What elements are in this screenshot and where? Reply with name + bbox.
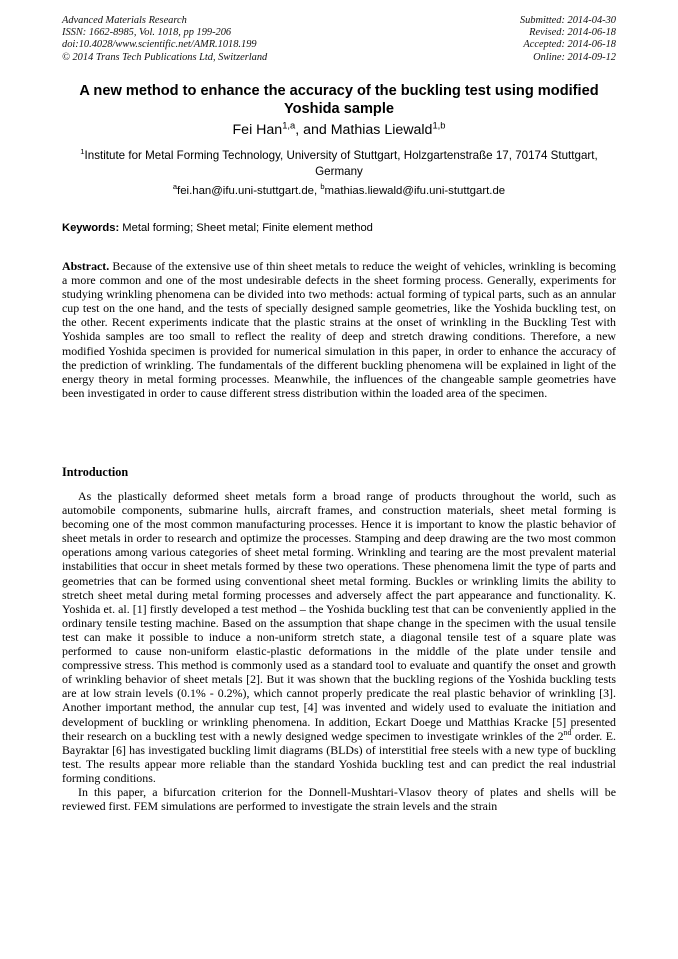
copyright-line: © 2014 Trans Tech Publications Ltd, Switzerland <box>62 51 268 63</box>
abstract-label: Abstract. <box>62 259 110 273</box>
keywords-label: Keywords: <box>62 222 120 234</box>
publication-dates <box>520 15 616 64</box>
paragraph <box>62 489 616 785</box>
author-separator: , and <box>295 122 331 138</box>
introduction-body <box>62 489 616 813</box>
paper-title: A new method to enhance the accuracy of the buckling test using modified Yoshida sample <box>79 83 599 117</box>
doi-line: doi:10.4028/www.scientific.net/AMR.1018.199 <box>62 39 257 51</box>
author-emails <box>60 183 618 199</box>
author-list <box>60 121 618 139</box>
author-affiliation-mark: 1,b <box>432 120 446 131</box>
superscript: nd <box>563 727 572 737</box>
paragraph-text: As the plastically deformed sheet metals form a broad range of products throughout the world, such as automobile components, submarine hulls, aircraft frames, and construction materials, sheet metal forming is becoming one of the most common manufacturing processes. Hence it is important to know the plastic behavior of sheet metals in order to research and optimize the processes. Stamping and deep drawing are the two most common operations among various categories of sheet metal forming. Wrinkling and tearing are the most prevalent material instabilities that occur in sheet metals formed by these two operations. These phenomena limit the type of parts and geometries that can be formed using conventional sheet metal forming. Buckles or wrinkling limits the ability to stretch sheet metal during metal forming processes and adversely affect the part appearance and functionality. K. Yoshida et. al. [1] firstly developed a test method – the Yoshida buckling test that can be conveniently applied in the ordinary tensile testing machine. Based on the assumption that shape change in the specimen with the usual tensile test can make it possible to induce a non-uniform stretch state, a diagonal tensile test of a square plate was performed to cause non-uniform elastic-plastic deformations in the middle of the plate under tensile and compressive stress. This method is commonly used as a standard tool to evaluate and quantify the onset and growth of wrinkling behavior of sheet metals [2]. But it was shown that the buckling regions of the Yoshida buckling tests are at low strain levels (0.1% - 0.2%), which cannot properly predicate the real plastic behavior of wrinkling [3]. Another important method, the annular cup test, [4] was invented and widely used to evaluate the initiation and development of buckling or wrinkling phenomena. In addition, Eckart Doege und Matthias Kracke [5] presented their research on a buckling test with a newly designed wedge specimen to investigate wrinkles of the 2 <box>62 489 616 743</box>
online-date: Online: 2014-09-12 <box>533 51 616 63</box>
author-affiliation-mark: 1,a <box>282 120 296 131</box>
email-link[interactable]: mathias.liewald@ifu.uni-stuttgart.de <box>324 185 506 197</box>
journal-name: Advanced Materials Research <box>62 15 187 26</box>
author-name: Mathias Liewald <box>330 122 433 138</box>
revised-date: Revised: 2014-06-18 <box>529 27 616 39</box>
journal-info <box>62 15 267 64</box>
keywords-text: Metal forming; Sheet metal; Finite element method <box>119 222 373 234</box>
affiliation-mark: 1 <box>80 147 85 157</box>
affiliation <box>75 148 603 180</box>
email-mark: a <box>172 182 178 192</box>
paragraph-text: order. E. Bayraktar [6] has investigated buckling limit diagrams (BLDs) of interstitial free steels with a new type of buckling test. The results appear more reliable than the standard Yoshida buckling test and can predict the real industrial forming conditions. <box>62 728 616 785</box>
email-link[interactable]: fei.han@ifu.uni-stuttgart.de, <box>177 185 321 197</box>
submitted-date: Submitted: 2014-04-30 <box>519 15 616 26</box>
issn-line: ISSN: 1662-8985, Vol. 1018, pp 199-206 <box>62 27 232 39</box>
affiliation-text: Institute for Metal Forming Technology, University of Stuttgart, Holzgartenstraße 17, 70174 Stuttgart, Germany <box>84 149 598 178</box>
email-mark: b <box>320 182 325 192</box>
accepted-date: Accepted: 2014-06-18 <box>523 39 616 51</box>
abstract-text: Because of the extensive use of thin sheet metals to reduce the weight of vehicles, wrinkling is becoming a more common and one of the most undesirable defects in the sheet forming process. Generally, experiments for studying wrinkling phenomena can be divided into two methods: actual forming of typical parts, such as an annular cup test on the one hand, and the tests of specially designed sample geometries, like the Yoshida buckling test, on the other. Recent experiments indicate that the plastic strains at the onset of wrinkling in the Buckling Test with Yoshida samples are too small to reflect the reality of deep and stretch drawing conditions. Therefore, a new modified Yoshida specimen is provided for numerical simulation in this paper, in order to enhance the accuracy of the prediction of wrinkling. The fundamentals of the different buckling phenomena will be explained in light of the energy theory in metal forming processes. Meanwhile, the influences of the changeable sample geometries have been investigated in order to cause different stress distribution within the loaded area of the specimen. <box>62 259 616 400</box>
abstract <box>62 259 616 400</box>
paragraph: In this paper, a bifurcation criterion for the Donnell-Mushtari-Vlasov theory of plates and shells will be reviewed first. FEM simulations are performed to investigate the strain levels and the strain <box>62 784 616 814</box>
author-name: Fei Han <box>232 122 283 138</box>
keywords <box>62 221 616 236</box>
section-heading: Introduction <box>62 465 129 479</box>
